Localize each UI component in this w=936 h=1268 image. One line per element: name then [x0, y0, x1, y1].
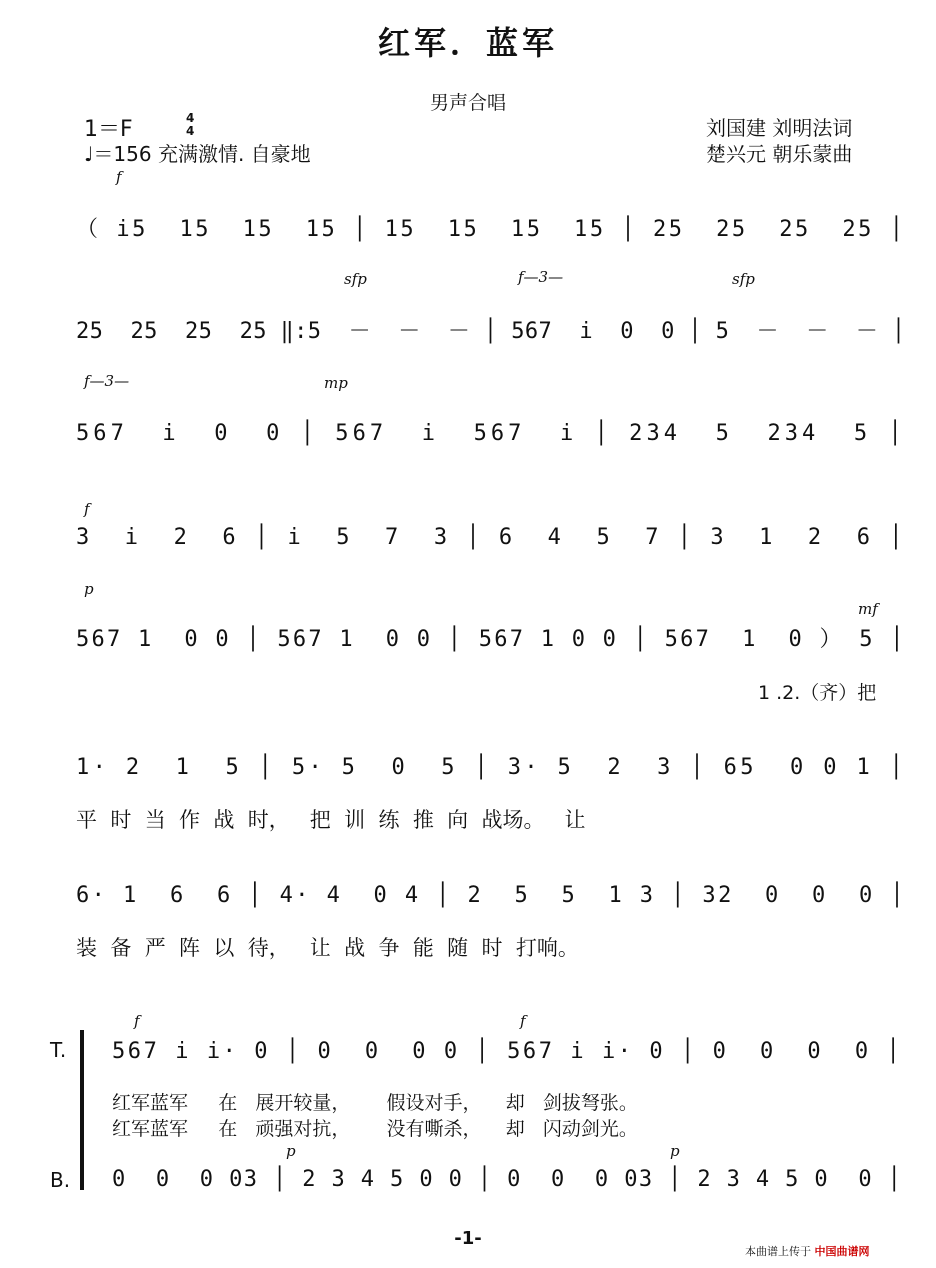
dynamic-f-triplet: f—3— [84, 372, 130, 390]
dynamic-sfp: sfp [344, 270, 367, 288]
dynamic-f: f [520, 1012, 526, 1030]
score-system-3 [76, 414, 906, 454]
lyric-line-1: 平 时 当 作 战 时， 把 训 练 推 向 战场。 让 [76, 808, 586, 832]
subtitle: 男声合唱 [429, 92, 506, 114]
tempo-marking: ♩＝156 充满激情. 自豪地 [84, 142, 311, 166]
page-title: 红军．蓝军 [377, 24, 558, 62]
dynamic-mf: mf [858, 600, 878, 618]
notes-line: 567 i 0 0 │ 567 i 567 i │ 234 5 234 5 │ [76, 421, 906, 446]
footer-credit [745, 1243, 870, 1259]
notes-line: （ i5 15 15 15 │ 15 15 15 15 │ 25 25 25 25 │ [76, 217, 906, 242]
tenor-staff [112, 1032, 902, 1072]
score-system-4 [76, 518, 906, 558]
dynamic-f-triplet: f—3— [518, 268, 564, 286]
lyric-line-2: 装 备 严 阵 以 待， 让 战 争 能 随 时 打响。 [76, 936, 579, 960]
score-system-6 [76, 748, 906, 788]
key-signature: 1＝F [84, 117, 133, 142]
notes-line: 567 1 0 0 │ 567 1 0 0 │ 567 1 0 0 │ 567 1 0 ） 5 │ [76, 627, 906, 652]
tenor-label: T. [50, 1038, 67, 1062]
dynamic-f: f [84, 500, 90, 518]
time-signature [186, 112, 194, 138]
notes-line: 0 0 0 03 │ 2 3 4 5 0 0 │ 0 0 0 03 │ 2 3 4 5 0 0 │ [112, 1167, 903, 1192]
lyricist-credit: 刘国建 刘明法词 [706, 116, 853, 140]
score-system-2 [76, 312, 906, 352]
score-system-1 [76, 210, 906, 250]
system-bracket [80, 1030, 84, 1190]
dynamic-p: p [84, 580, 94, 598]
choir-lyric-line-2: 红军蓝军 在 顽强对抗， 没有嘶杀， 却 闪动剑光。 [112, 1118, 638, 1140]
time-signature-bottom: 4 [186, 124, 195, 138]
score-system-7 [76, 876, 906, 916]
composer-credit: 楚兴元 朝乐蒙曲 [706, 142, 853, 166]
choir-lyric-line-1: 红军蓝军 在 展开较量， 假设对手， 却 剑拔弩张。 [112, 1092, 638, 1114]
footer-prefix: 本曲谱上传于 [745, 1245, 811, 1258]
time-signature-top: 4 [186, 111, 195, 125]
dynamic-p: p [670, 1142, 680, 1160]
notes-line: 3 i 2 6 │ i 5 7 3 │ 6 4 5 7 │ 3 1 2 6 │ [76, 525, 906, 550]
bass-staff [112, 1160, 902, 1200]
notes-line: 567 i i· 0 │ 0 0 0 0 │ 567 i i· 0 │ 0 0 0 0 │ [112, 1039, 903, 1064]
notes-line: 25 25 25 25 ‖:5 － － － │ 567 i 0 0 │ 5 － － － │ [76, 319, 906, 344]
dynamic-f: f [134, 1012, 140, 1030]
bass-label: B. [50, 1168, 71, 1192]
dynamic-mp: mp [324, 374, 348, 392]
dynamic-f: f [116, 168, 122, 186]
score-system-5 [76, 620, 906, 660]
page-number: -1- [454, 1228, 482, 1249]
footer-site-link[interactable]: 中国曲谱网 [814, 1245, 870, 1258]
dynamic-sfp: sfp [732, 270, 755, 288]
verse-marker: 1 .2.（齐）把 [758, 682, 877, 704]
dynamic-p: p [286, 1142, 296, 1160]
notes-line: 1· 2 1 5 │ 5· 5 0 5 │ 3· 5 2 3 │ 65 0 0 1 │ [76, 755, 907, 780]
notes-line: 6· 1 6 6 │ 4· 4 0 4 │ 2 5 5 1 3 │ 32 0 0 0 │ [76, 883, 906, 908]
